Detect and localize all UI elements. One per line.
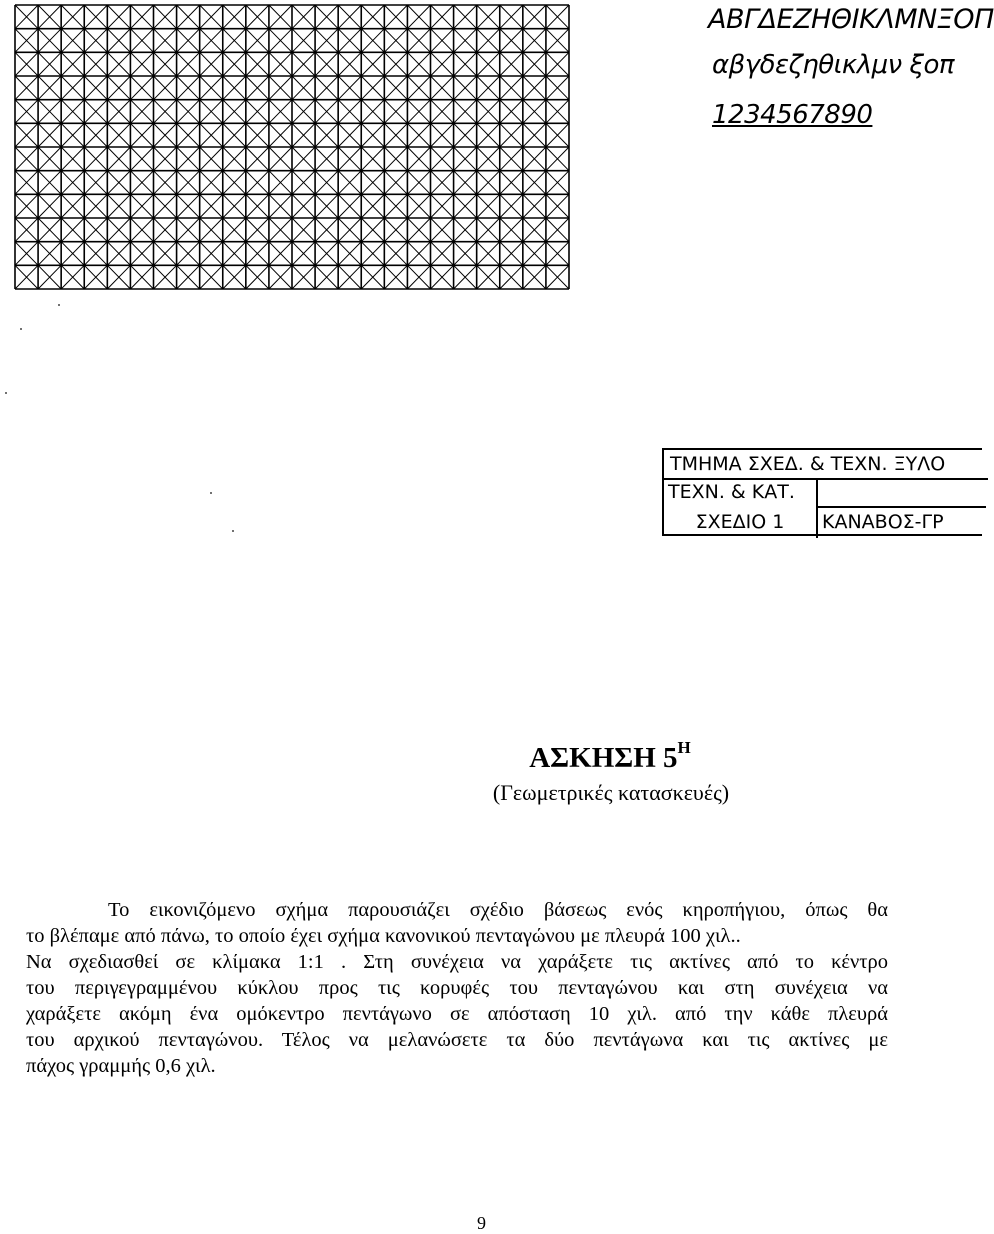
digit-sample: 1234567890	[712, 100, 873, 130]
exercise-instructions	[26, 897, 888, 1079]
exercise-title	[0, 738, 960, 775]
scan-speck	[58, 304, 60, 306]
grid-drawing	[14, 4, 570, 290]
lowercase-letter-sample: αβγδεζηθικλμν ξοπ	[712, 50, 955, 80]
exercise-title-text: ΑΣΚΗΣΗ 5	[529, 742, 678, 774]
instruction-line: πάχος γραμμής 0,6 χιλ.	[26, 1055, 216, 1077]
exercise-title-superscript: Η	[677, 738, 691, 757]
instruction-line: του αρχικού πενταγώνου. Τέλος να μελανώσετε τα δύο πεντάγωνα και τις ακτίνες με	[26, 1029, 888, 1051]
title-block-course: ΤΕΧΝ. & ΚΑΤ.	[668, 481, 795, 503]
title-block-drawing-title: ΚΑΝΑΒΟΣ-ΓΡ	[822, 511, 944, 533]
diagonal-grid	[14, 4, 570, 290]
instruction-line: Το εικονιζόμενο σχήμα παρουσιάζει σχέδιο βάσεως ενός κηροπήγιου, όπως θα	[108, 899, 888, 921]
scan-speck	[20, 328, 22, 330]
uppercase-letter-sample: ΑΒΓΔΕΖΗΘΙΚΛΜΝΞΟΠ	[708, 4, 994, 35]
instruction-line: χαράξετε ακόμη ένα ομόκεντρο πεντάγωνο σε απόσταση 10 χιλ. από την κάθε πλευρά	[26, 1003, 888, 1025]
scan-speck	[5, 392, 7, 394]
title-block-drawing-number: ΣΧΕΔΙΟ 1	[695, 511, 785, 533]
instruction-line: το βλέπαμε από πάνω, το οποίο έχει σχήμα κανονικού πενταγώνου με πλευρά 100 χιλ..	[26, 925, 741, 947]
page-number: 9	[477, 1213, 486, 1233]
instruction-line: του περιγεγραμμένου κύκλου προς τις κορυφές του πενταγώνου και στη συνέχεια να	[26, 977, 888, 999]
title-block-department: ΤΜΗΜΑ ΣΧΕΔ. & ΤΕΧΝ. ΞΥΛΟ	[664, 450, 988, 480]
title-block-divider	[816, 478, 818, 538]
exercise-subtitle: (Γεωμετρικές κατασκευές)	[492, 780, 730, 805]
scan-speck	[232, 530, 234, 532]
scan-speck	[210, 492, 212, 494]
drawing-title-block	[662, 448, 982, 536]
instruction-line: Να σχεδιασθεί σε κλίμακα 1:1 . Στη συνέχεια να χαράξετε τις ακτίνες από το κέντρο	[26, 951, 888, 973]
